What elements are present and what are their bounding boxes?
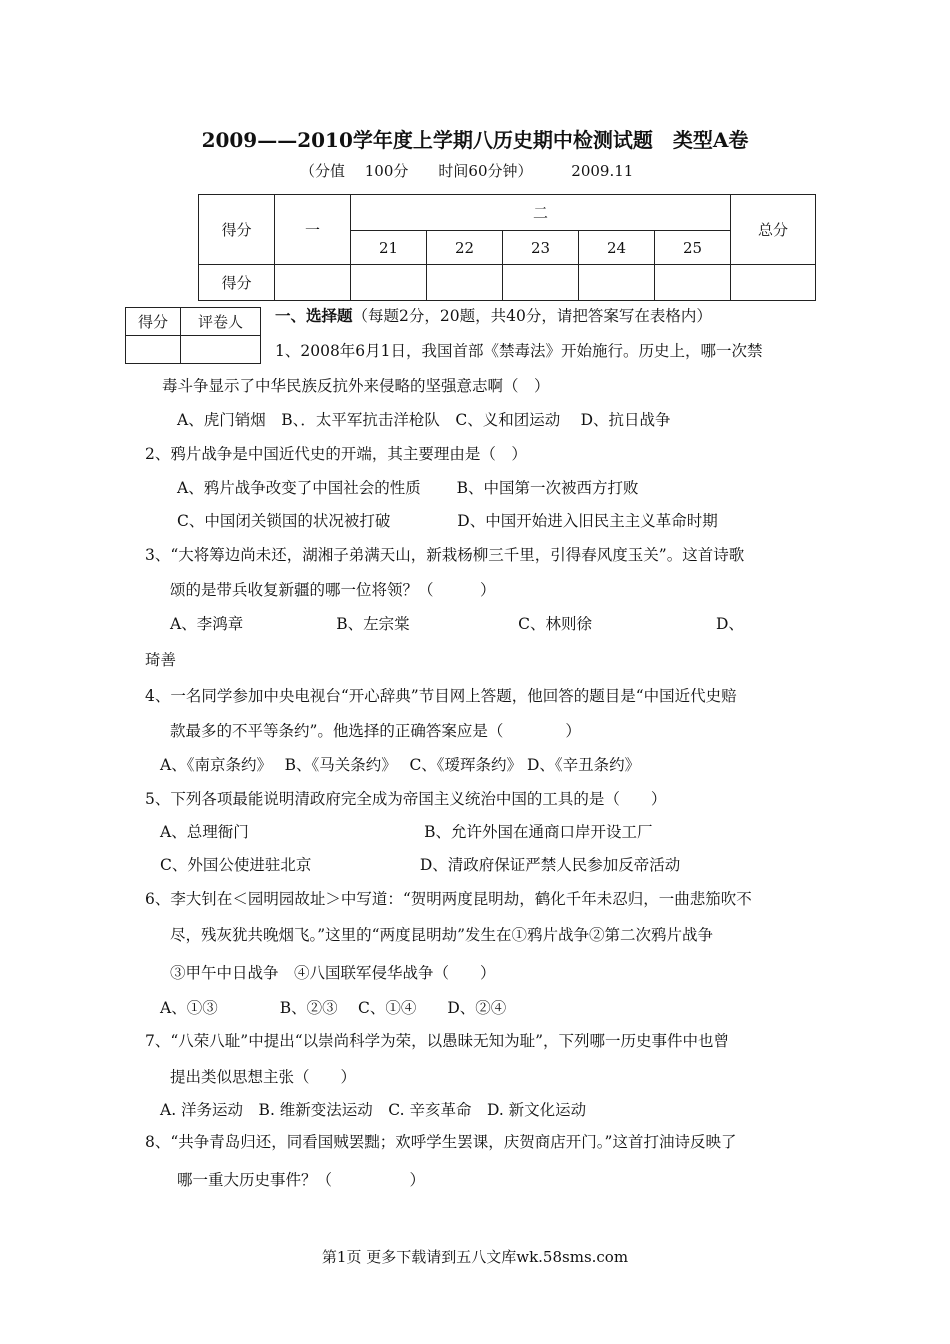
- question-text: 2、鸦片战争是中国近代史的开端，其主要理由是（ ）: [145, 445, 527, 463]
- score-cell-23[interactable]: [503, 265, 579, 301]
- score-row-label: 得分: [199, 265, 275, 301]
- question-text: 款最多的不平等条约”。他选择的正确答案应是（ ）: [170, 722, 581, 740]
- score-cell-22[interactable]: [427, 265, 503, 301]
- exam-info: [300, 160, 633, 181]
- page-footer: 第1页 更多下载请到五八文库wk.58sms.com: [321, 1248, 629, 1266]
- question-text: 尽，残灰犹共晚烟飞。”这里的“两度昆明劫”发生在①鸦片战争②第二次鸦片战争: [170, 926, 714, 944]
- section-one-header: 一: [275, 195, 351, 265]
- grader-name-cell[interactable]: [181, 336, 261, 364]
- exam-date: 2009.11: [571, 162, 634, 180]
- question-text: ③甲午中日战争 ④八国联军侵华战争（ ）: [170, 964, 496, 982]
- sub-col-22: 22: [427, 231, 503, 265]
- answer-options: A. 洋务运动 B. 维新变法运动 C. 辛亥革命 D. 新文化运动: [160, 1101, 587, 1119]
- answer-options: A、《南京条约》 B、《马关条约》 C、《瑷珲条约》 D、《辛丑条约》: [160, 756, 641, 774]
- question-text: 3、“大将筹边尚未还，湖湘子弟满天山，新栽杨柳三千里，引得春风度玉关”。这首诗歌: [145, 546, 745, 564]
- question-text: 5、下列各项最能说明清政府完全成为帝国主义统治中国的工具的是（ ）: [145, 790, 667, 808]
- score-label-cell: 得分: [199, 195, 275, 265]
- question-text: 哪一重大历史事件？（ ）: [177, 1171, 426, 1189]
- answer-options: C、中国闭关锁国的状况被打破 D、中国开始进入旧民主主义革命时期: [177, 512, 718, 530]
- question-text: 8、“共争青岛归还，同看国贼罢黜；欢呼学生罢课，庆贺商店开门。”这首打油诗反映了: [145, 1133, 737, 1151]
- score-cell-25[interactable]: [655, 265, 731, 301]
- score-cell-24[interactable]: [579, 265, 655, 301]
- grader-score-cell[interactable]: [126, 336, 181, 364]
- grader-score-label: 得分: [126, 308, 181, 336]
- question-text: 颂的是带兵收复新疆的哪一位将领？（ ）: [170, 581, 496, 599]
- section-one-note: （每题2分，20题，共40分，请把答案写在表格内）: [352, 307, 712, 325]
- grader-table: [125, 307, 261, 364]
- sub-col-23: 23: [503, 231, 579, 265]
- section-one-heading: [275, 304, 712, 326]
- score-time-info: （分值 100分 时间60分钟）: [300, 162, 533, 180]
- sub-col-25: 25: [655, 231, 731, 265]
- question-text: 1、2008年6月1日，我国首部《禁毒法》开始施行。历史上，哪一次禁: [275, 342, 763, 360]
- answer-options: A、鸦片战争改变了中国社会的性质 B、中国第一次被西方打败: [177, 479, 639, 497]
- question-text: 6、李大钊在＜园明园故址＞中写道：“贺明两度昆明劫，鹤化千年未忍归，一曲悲笳吹不: [145, 890, 752, 908]
- sub-col-24: 24: [579, 231, 655, 265]
- question-text: 毒斗争显示了中华民族反抗外来侵略的坚强意志啊（ ）: [162, 377, 550, 395]
- score-cell-total[interactable]: [731, 265, 816, 301]
- answer-options: 琦善: [145, 651, 177, 669]
- question-text: 提出类似思想主张（ ）: [170, 1068, 357, 1086]
- question-text: 4、一名同学参加中央电视台“开心辞典”节目网上答题，他回答的题目是“中国近代史赔: [145, 687, 737, 705]
- answer-options: A、李鸿章 B、左宗棠 C、林则徐 D、: [170, 615, 744, 633]
- total-header: 总分: [731, 195, 816, 265]
- grader-name-label: 评卷人: [181, 308, 261, 336]
- answer-options: A、虎门销烟 B、．太平军抗击洋枪队 C、义和团运动 D、抗日战争: [177, 411, 671, 429]
- page-title: 2009——2010学年度上学期八历史期中检测试题 类型A卷: [201, 128, 749, 152]
- question-text: 7、“八荣八耻”中提出“以崇尚科学为荣，以愚昧无知为耻”，下列哪一历史事件中也曾: [145, 1032, 730, 1050]
- score-table: [198, 194, 816, 301]
- section-one-title: 一、选择题: [275, 306, 353, 325]
- score-cell-21[interactable]: [351, 265, 427, 301]
- answer-options: C、外国公使进驻北京 D、清政府保证严禁人民参加反帝活动: [160, 856, 681, 874]
- section-two-header: 二: [351, 195, 731, 231]
- sub-col-21: 21: [351, 231, 427, 265]
- score-cell-1[interactable]: [275, 265, 351, 301]
- answer-options: A、①③ B、②③ C、①④ D、②④: [160, 999, 507, 1017]
- answer-options: A、总理衙门 B、允许外国在通商口岸开设工厂: [160, 823, 653, 841]
